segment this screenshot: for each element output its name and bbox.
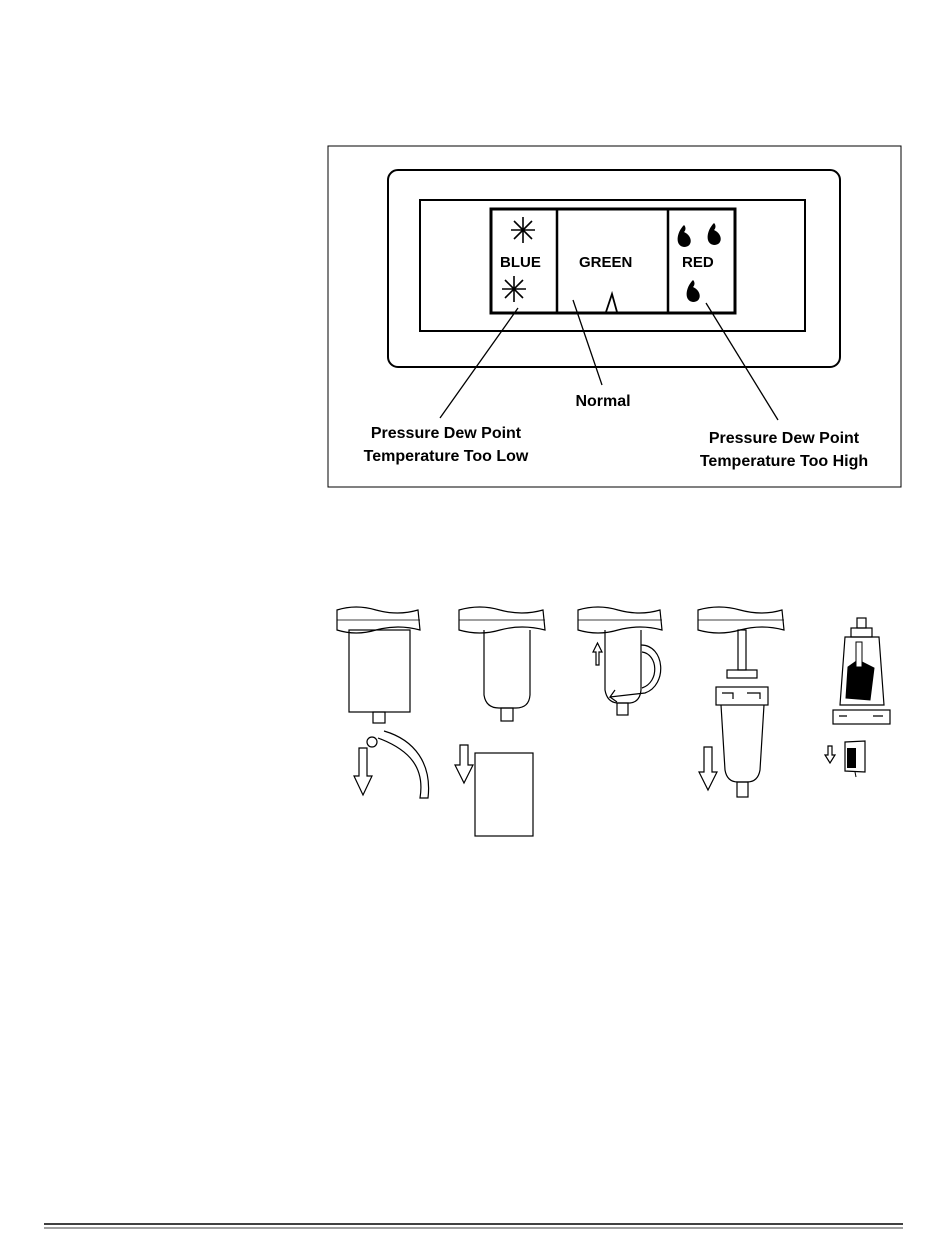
leader-line-low — [440, 308, 518, 418]
down-arrow-icon — [825, 746, 835, 763]
filter-head — [833, 710, 890, 724]
down-arrow-icon — [354, 748, 372, 795]
drain-valve — [737, 782, 748, 797]
drain-valve — [501, 708, 513, 721]
filter-bowl — [721, 705, 764, 782]
down-arrow-icon — [699, 747, 717, 790]
indicator-pointer — [606, 294, 617, 312]
filter-housing — [349, 630, 410, 712]
zone-label-red: RED — [682, 254, 714, 271]
filter-top-collar — [851, 628, 872, 637]
drain-hose — [378, 731, 429, 798]
filter-step-5 — [825, 618, 890, 777]
snowflake-icon — [511, 217, 535, 243]
rotation-arrow-icon — [642, 652, 655, 688]
callout-low-line2: Temperature Too Low — [363, 448, 529, 465]
filter-step-3 — [578, 607, 662, 715]
callout-low-line1: Pressure Dew Point — [370, 425, 522, 442]
filter-stem — [738, 630, 746, 670]
up-arrow-icon — [593, 643, 602, 665]
filter-seal — [727, 670, 757, 678]
callout-normal: Normal — [575, 393, 631, 410]
filter-steps — [337, 607, 890, 836]
snowflake-icon — [502, 276, 526, 302]
water-drop-icon — [678, 225, 691, 247]
drain-valve — [373, 712, 385, 723]
water-drop-icon — [687, 280, 700, 302]
leader-line-high — [706, 303, 778, 420]
filter-step-1 — [337, 607, 429, 798]
rotation-arrow-icon — [610, 645, 661, 702]
filter-head-slots — [722, 693, 760, 699]
zone-label-green: GREEN — [579, 254, 633, 271]
filter-step-4 — [698, 607, 784, 797]
filter-bowl — [605, 630, 641, 703]
down-arrow-icon — [455, 745, 473, 783]
filter-step-2 — [455, 607, 545, 836]
filter-element — [475, 753, 533, 836]
water-drop-icon — [708, 223, 721, 245]
indicator-figure — [328, 146, 901, 487]
drain-hose-fitting — [367, 737, 377, 747]
filter-bowl — [484, 630, 530, 708]
zone-label-blue: BLUE — [500, 254, 541, 271]
callout-high-line2: Temperature Too High — [699, 453, 869, 470]
drain-valve — [617, 703, 628, 715]
filter-top-nut — [857, 618, 866, 628]
callout-high-line1: Pressure Dew Point — [708, 430, 860, 447]
